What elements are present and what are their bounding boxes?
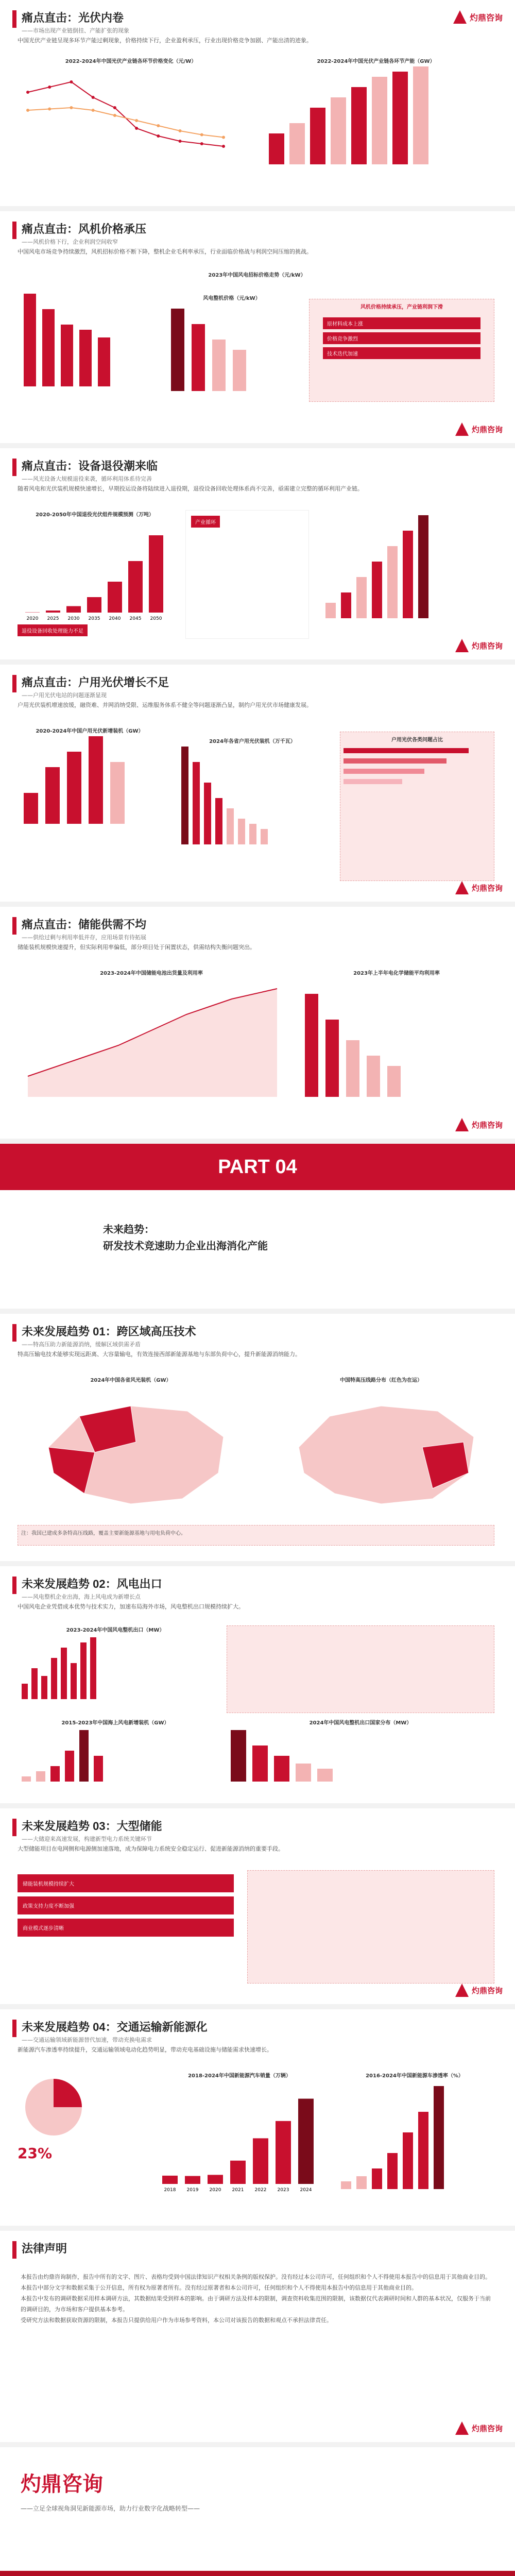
- bar: [372, 77, 387, 164]
- chart-title: 2020-2050年中国退役光伏组件规模预测（万吨）: [36, 512, 154, 518]
- bar: [356, 2176, 367, 2189]
- chart-title: 中国特高压线路分布（红色为在运）: [340, 1378, 422, 1383]
- header-accent-bar: [12, 917, 16, 935]
- chart-title: 风电整机价格（元/kW）: [203, 296, 261, 301]
- chart-panel-left: [18, 57, 244, 191]
- tick-label: 2018: [164, 2188, 176, 2193]
- bar: [89, 736, 103, 824]
- bar: [331, 97, 346, 164]
- bar: [269, 133, 284, 164]
- slide-title: 未来发展趋势 02：风电出口: [22, 1578, 162, 1590]
- bar: [418, 2112, 428, 2189]
- bar: [22, 1684, 28, 1699]
- bar: [249, 824, 256, 844]
- chart-panel-right: [258, 57, 494, 191]
- series-line: [28, 108, 224, 138]
- area-fill: [28, 989, 277, 1097]
- slide-header: [0, 665, 515, 701]
- slide-subtitle: ——风光设备大规模退役来袭，循环利用体系待完善: [22, 476, 152, 482]
- data-point: [135, 119, 138, 122]
- bar: [192, 324, 205, 391]
- callout-pill: 价格竞争激烈: [323, 332, 480, 344]
- storage-detail-panel: [247, 1870, 494, 1984]
- slide-title: 痛点直击：储能供需不均: [22, 918, 147, 931]
- bar: [108, 582, 122, 613]
- slide-header: [0, 211, 515, 247]
- header-accent-bar: [12, 1819, 16, 1836]
- legal-title: 法律声明: [22, 2242, 67, 2255]
- uhv-note: 注：我国已建成多条特高压线路，覆盖主要新能源基地与用电负荷中心。: [18, 1525, 494, 1546]
- chart-title: 2023-2024年中国储能电池出货量及利用率: [100, 971, 203, 976]
- bar: [233, 350, 246, 391]
- slide-title: 未来发展趋势 03：大型储能: [22, 1820, 162, 1833]
- bar: [193, 762, 200, 844]
- bar: [231, 1730, 246, 1782]
- legal-paragraph: 受研究方法和数据获取资源的限制，本报告只提供给用户作为市场参考资料，本公司对该报告的数据和观点不承担法律责任。: [21, 2316, 332, 2324]
- retire-chart-panel: [18, 510, 172, 639]
- tick-label: 2035: [88, 616, 100, 621]
- tick-label: 2022: [254, 2188, 267, 2193]
- header-accent-bar: [12, 1324, 16, 1342]
- data-point: [92, 109, 95, 112]
- slide-subtitle: ——大储迎来高速发展，构建新型电力系统关键环节: [22, 1836, 152, 1842]
- slide-bullet: 户用光伏装机增速放缓，融资难、并网消纳受限、运维服务体系不健全等问题逐渐凸显，制约户用光伏市场健康发展。: [18, 702, 312, 708]
- chart-title-row: [18, 270, 496, 291]
- tick-label: 2040: [109, 616, 121, 621]
- bar: [325, 603, 336, 618]
- slide-title: 痛点直击：设备退役潮来临: [22, 460, 158, 472]
- wind-callout-box: [309, 299, 494, 402]
- bar: [61, 1648, 67, 1699]
- logo-icon: [455, 1984, 469, 1997]
- slide-bullet: 中国光伏产业链呈现多环节产能过剩现象，价格持续下行，企业盈利承压，行业出现价格竞争加剧、产能出清的迹象。: [18, 37, 312, 44]
- bar: [276, 2121, 291, 2184]
- slide-title: 痛点直击：户用光伏增长不足: [22, 676, 169, 689]
- province-bars: [175, 747, 330, 850]
- export-chart2: [18, 1718, 213, 1795]
- chart-title: 2020-2024年中国户用光伏新增装机（GW）: [36, 728, 144, 734]
- issue-bar: [344, 769, 424, 774]
- part-divider: [0, 1144, 515, 1314]
- bar: [325, 1020, 339, 1097]
- wind-price-bars: [165, 303, 299, 396]
- slide-subtitle: ——风电整机企业出海，海上风电成为新增长点: [22, 1594, 141, 1600]
- household-bars: [18, 736, 162, 829]
- slide-header: [0, 0, 515, 36]
- logo-icon: [455, 639, 469, 652]
- retire-tag: 产业循环: [191, 516, 220, 528]
- data-point: [48, 86, 51, 89]
- data-point: [157, 124, 160, 127]
- bar: [110, 762, 125, 824]
- storage-chart: [18, 978, 285, 1112]
- bar: [36, 1771, 45, 1782]
- wind-bars: [18, 289, 151, 392]
- slide-header: [0, 2009, 515, 2045]
- tick-label: 2050: [150, 616, 162, 621]
- bar: [46, 611, 60, 613]
- capacity-bars: [258, 66, 494, 170]
- ev-pie-icon: [18, 2071, 90, 2143]
- penetration-bars: [335, 2081, 494, 2194]
- bar: [296, 1764, 311, 1782]
- legal-paragraph: 本报告由灼鼎咨询制作，报告中所有的文字、图片、表格均受到中国法律知识产权相关条例的版权保护。没有经过本公司许可，任何组织和个人不得使用本报告中的信息用于其他商业目的。: [21, 2274, 491, 2280]
- slide-subtitle: ——风机价格下行，企业利润空间收窄: [22, 239, 118, 245]
- data-point: [135, 127, 138, 130]
- part-heading-line1: 未来趋势：: [103, 1223, 154, 1235]
- data-point: [222, 145, 225, 148]
- offshore-bars: [18, 1728, 213, 1785]
- bar: [42, 309, 55, 386]
- country-bars: [227, 1728, 494, 1785]
- bar: [67, 752, 81, 824]
- slide-header: [0, 2231, 515, 2267]
- bar: [94, 1756, 103, 1782]
- storage-chart2: [299, 969, 494, 1123]
- callout-pill: 技术迭代加速: [323, 347, 480, 359]
- bar: [208, 2175, 223, 2184]
- back-logo: 灼鼎咨询: [21, 2472, 103, 2496]
- bar: [79, 330, 92, 386]
- retire-label: 退役设备回收处理能力不足: [18, 624, 88, 636]
- brand-logo: 灼鼎咨询: [455, 639, 503, 652]
- bar: [87, 597, 101, 613]
- export-chart3: [227, 1718, 494, 1795]
- data-point: [70, 106, 73, 109]
- slide-title: 未来发展趋势 01：跨区域高压技术: [22, 1325, 196, 1338]
- data-point: [26, 91, 29, 94]
- data-point: [200, 142, 203, 145]
- brand-logo: 灼鼎咨询: [455, 881, 503, 894]
- legal-body: [0, 2267, 515, 2331]
- household-issues-panel: [340, 732, 494, 881]
- map-right: [268, 1376, 494, 1520]
- china-map-icon: [18, 1385, 244, 1514]
- chart-title: 户用光伏各类问题占比: [391, 737, 443, 743]
- part-heading-line2: 研发技术竞速助力企业出海消化产能: [103, 1240, 268, 1252]
- tick-label: 2019: [186, 2188, 199, 2193]
- bar: [98, 337, 110, 386]
- ev-sales-chart: [154, 2081, 324, 2199]
- header-accent-bar: [12, 2020, 16, 2037]
- tick-label: 2021: [232, 2188, 244, 2193]
- data-point: [113, 106, 116, 109]
- data-point: [179, 140, 182, 143]
- bar: [372, 2168, 382, 2189]
- slide-uhv: [0, 1314, 515, 1566]
- bar: [215, 798, 222, 844]
- bar: [305, 994, 318, 1097]
- bar: [238, 819, 245, 844]
- bar: [90, 1637, 96, 1699]
- bar: [351, 87, 367, 164]
- slide-retirement: [0, 448, 515, 665]
- tick-label: 2045: [129, 616, 142, 621]
- slide-household-pv: [0, 665, 515, 907]
- bar: [346, 1040, 359, 1097]
- chart-title: 2024年各省户用光伏装机（万千瓦）: [209, 739, 296, 744]
- chart-title: 2024年中国各省风光装机（GW）: [90, 1378, 171, 1383]
- slide-header: [0, 448, 515, 484]
- wind-price-panel: [165, 294, 299, 407]
- slide-bullet: 随着风电和光伏装机规模快速增长，早期投运设备将陆续进入退役期，退役设备回收处理体系尚不完善，亟需建立完整的循环利用产业链。: [18, 485, 363, 492]
- bar: [310, 108, 325, 164]
- retire-chart: [18, 520, 172, 623]
- uhv-map-icon: [268, 1385, 494, 1514]
- slide-subtitle: ——供给过剩与利用率低并存，应用场景有待拓展: [22, 934, 146, 941]
- bar: [128, 561, 143, 613]
- slide-transport: [0, 2009, 515, 2231]
- storage-box: 储能装机规模持续扩大: [18, 1874, 234, 1892]
- bar: [413, 66, 428, 164]
- chart-title: 2022-2024年中国光伏产业链各环节价格变化（元/W）: [65, 59, 197, 64]
- back-tagline: ——立足全球视角洞见新能源市场，助力行业数字化战略转型——: [21, 2505, 200, 2512]
- bar: [392, 72, 408, 164]
- bar: [434, 2086, 444, 2189]
- export-chart1: [18, 1625, 213, 1713]
- chart-title: 2015-2023年中国海上风电新增装机（GW）: [61, 1720, 169, 1726]
- bar: [50, 1766, 60, 1782]
- logo-icon: [455, 422, 469, 436]
- data-point: [26, 109, 29, 112]
- retire-bars: [319, 510, 494, 623]
- slide-header: [0, 1566, 515, 1602]
- bar: [80, 1642, 87, 1699]
- slide-pv-involution: [0, 0, 515, 211]
- household-chart1: [18, 726, 162, 881]
- ev-pie-panel: [18, 2071, 146, 2210]
- logo-icon: [453, 10, 467, 24]
- bar: [252, 1745, 268, 1782]
- bar: [298, 2099, 314, 2184]
- tick-label: 2025: [47, 616, 59, 621]
- callout-title: 风机价格持续承压，产业链利润下滑: [360, 304, 443, 310]
- slide-title: 未来发展趋势 04：交通运输新能源化: [22, 2021, 208, 2033]
- brand-logo: 灼鼎咨询: [455, 2421, 503, 2435]
- legal-paragraph: 本报告中发布的调研数据采用样本调研方法，其数据结果受到样本的影响。由于调研方法及样本的限制，调查资料收集范围的限制，该数据仅代表调研时间和人群的基本状况，仅服务于当前的调研目的，为市场和客户提供基本参考。: [21, 2295, 491, 2313]
- bar: [253, 2138, 268, 2184]
- data-point: [70, 80, 73, 83]
- data-point: [92, 96, 95, 99]
- map-left: [18, 1376, 244, 1520]
- bar: [261, 829, 268, 844]
- bar: [230, 2161, 246, 2184]
- header-accent-bar: [12, 1577, 16, 1594]
- utilization-bars: [299, 978, 494, 1102]
- slide-bullet: 大型储能项目在电网侧和电源侧加速落地，成为保障电力系统安全稳定运行、促进新能源消纳的重要手段。: [18, 1845, 284, 1852]
- header-accent-bar: [12, 2241, 16, 2259]
- bar: [387, 546, 398, 618]
- data-point: [222, 136, 225, 139]
- bar: [403, 531, 413, 618]
- export-callout: [227, 1625, 494, 1713]
- callout-pill: 原材料成本上涨: [323, 317, 480, 329]
- slide-large-storage: [0, 1808, 515, 2009]
- bar: [22, 1776, 31, 1782]
- wind-bars-panel: [18, 289, 151, 412]
- issue-bar: [344, 758, 447, 764]
- slide-header: [0, 1808, 515, 1844]
- pv-price-chart: [18, 66, 244, 185]
- storage-boxes: [18, 1870, 234, 1984]
- bar: [71, 1663, 77, 1699]
- slide-storage-imbalance: [0, 907, 515, 1144]
- bar: [24, 793, 38, 824]
- data-point: [48, 108, 51, 111]
- header-accent-bar: [12, 459, 16, 476]
- retire-text-panel: [185, 510, 309, 639]
- bar: [289, 123, 305, 164]
- chart-title: 2016-2024年中国新能源车渗透率（%）: [366, 2073, 464, 2079]
- bar: [274, 1756, 289, 1782]
- slide-bullet: 中国风电企业凭借成本优势与技术实力，加速布局海外市场，风电整机出口规模持续扩大。: [18, 1603, 244, 1610]
- bar: [341, 2181, 351, 2189]
- slide-wind-price: [0, 211, 515, 448]
- bar: [418, 515, 428, 618]
- issue-bar: [344, 748, 469, 753]
- bar: [181, 747, 188, 844]
- slide-header: [0, 907, 515, 943]
- tick-label: 2020: [209, 2188, 221, 2193]
- ev-sales-panel: [154, 2071, 324, 2210]
- bar: [149, 535, 163, 613]
- logo-icon: [455, 2421, 469, 2435]
- bar: [372, 562, 382, 618]
- bar: [403, 2132, 413, 2189]
- bar: [79, 1730, 89, 1782]
- slide-bullet: 新能源汽车渗透率持续提升，交通运输领域电动化趋势明显，带动充电基础设施与储能需求快速增长。: [18, 2046, 272, 2053]
- bar: [24, 294, 36, 386]
- legal-paragraph: 本报告中部分文字和数据采集于公开信息，所有权为原著者所有。没有经过原著者和本公司许可，任何组织和个人不得使用本报告中的信息用于其他商业目的。: [21, 2284, 417, 2291]
- slide-bullet: 特高压输电技术能够实现远距离、大容量输电，有效连接西部新能源基地与东部负荷中心，提升新能源消纳能力。: [18, 1351, 301, 1358]
- slide-subtitle: ——特高压助力新能源消纳，缓解区域供需矛盾: [22, 1341, 141, 1348]
- chart-title: 2018-2024年中国新能源汽车销量（万辆）: [188, 2073, 291, 2079]
- storage-box: 商业模式逐步清晰: [18, 1919, 234, 1937]
- chart-title: 2023年中国风电招标价格走势（元/kW）: [208, 273, 306, 278]
- brand-logo: 灼鼎咨询: [455, 1984, 503, 1997]
- bar: [66, 606, 81, 613]
- back-cover: [0, 2447, 515, 2576]
- header-accent-bar: [12, 675, 16, 692]
- household-chart2: [175, 737, 330, 891]
- slide-subtitle: ——交通运输领域新能源替代加速，带动充换电需求: [22, 2037, 152, 2043]
- bar: [227, 808, 234, 844]
- slide-subtitle: ——户用光伏电站的问题逐渐显现: [22, 692, 107, 699]
- chart-title: 2022-2024年中国光伏产业链各环节产能（GW）: [317, 59, 435, 64]
- bar: [51, 1658, 57, 1699]
- header-accent-bar: [12, 222, 16, 239]
- slide-bullet: 中国风电市场竞争持续激烈，风机招标价格不断下降，整机企业毛利率承压，行业面临价格战与利润空间压缩的挑战。: [18, 248, 312, 255]
- bar: [171, 309, 184, 391]
- retire-bars-panel: [319, 510, 494, 639]
- bar: [212, 340, 226, 391]
- bar: [204, 783, 211, 844]
- logo-icon: [455, 1118, 469, 1131]
- bar: [45, 767, 60, 824]
- data-point: [179, 129, 182, 132]
- chart-title: 2023年上半年电化学储能平均利用率: [353, 971, 440, 976]
- bar: [317, 1769, 333, 1782]
- export-bars: [18, 1635, 213, 1702]
- chart-title: 2024年中国风电整机出口国家分布（MW）: [309, 1720, 412, 1726]
- bar: [185, 2176, 200, 2184]
- brand-logo: 灼鼎咨询: [455, 1118, 503, 1131]
- bar: [356, 577, 367, 618]
- tick-label: 2030: [67, 616, 80, 621]
- contact-strip: [0, 2571, 515, 2576]
- bar: [65, 1751, 74, 1782]
- ev-percentage: 23%: [18, 2145, 53, 2162]
- bar: [162, 2176, 178, 2184]
- legal-statement: [0, 2231, 515, 2447]
- storage-chart1: [18, 969, 285, 1123]
- storage-box: 政策支持力度不断加强: [18, 1896, 234, 1914]
- bar: [341, 592, 351, 618]
- bar: [31, 1668, 38, 1699]
- brand-logo: 灼鼎咨询: [455, 422, 503, 436]
- slide-title: 痛点直击：风机价格承压: [22, 223, 147, 235]
- ev-penetration-panel: [335, 2071, 494, 2210]
- brand-logo: 灼鼎咨询: [453, 10, 503, 24]
- chart-title: 2023-2024年中国风电整机出口（MW）: [66, 1628, 165, 1633]
- bar: [61, 325, 73, 386]
- part-banner: PART 04: [0, 1144, 515, 1190]
- data-point: [113, 114, 116, 117]
- slide-subtitle: ——市场出现产业链倒挂、产能扩张的现象: [22, 27, 129, 34]
- slide-title: 痛点直击：光伏内卷: [22, 11, 124, 24]
- bar: [41, 1676, 47, 1699]
- slide-header: [0, 1314, 515, 1350]
- data-point: [157, 134, 160, 138]
- header-accent-bar: [12, 10, 16, 28]
- series-line: [28, 82, 224, 146]
- bar: [367, 1056, 380, 1097]
- slide-bullet: 储能装机规模快速提升，但实际利用率偏低，部分项目处于闲置状态，供需结构失衡问题突出。: [18, 944, 255, 951]
- tick-label: 2024: [300, 2188, 312, 2193]
- bar: [387, 2153, 398, 2189]
- logo-icon: [455, 881, 469, 894]
- tick-label: 2023: [277, 2188, 289, 2193]
- tick-label: 2020: [26, 616, 39, 621]
- slide-wind-export: [0, 1566, 515, 1808]
- bar: [387, 1066, 401, 1097]
- data-point: [200, 133, 203, 137]
- issue-bar: [344, 779, 402, 784]
